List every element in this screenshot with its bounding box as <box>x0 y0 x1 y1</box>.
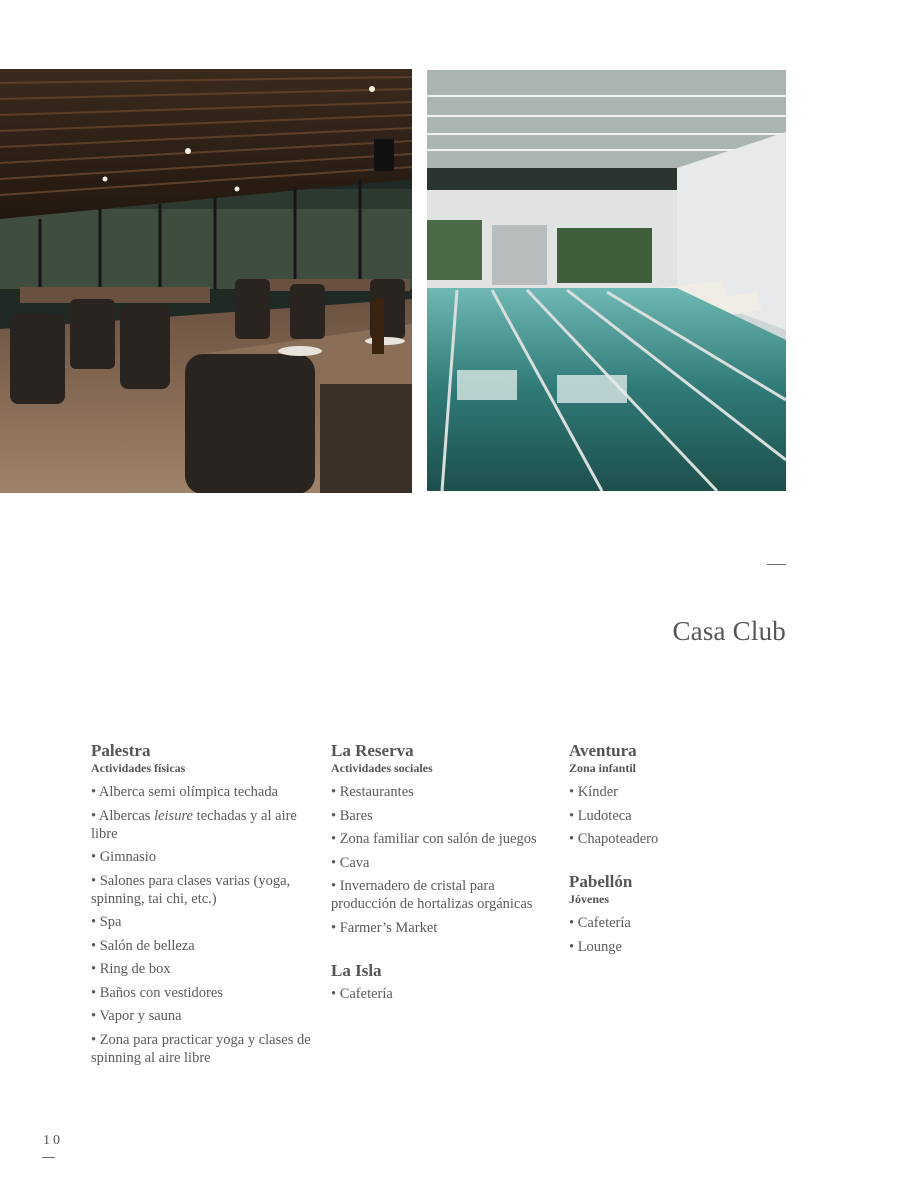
restaurant-photo <box>0 69 412 493</box>
list-item: • Baños con vestidores <box>91 984 223 1001</box>
section-title: La Reserva <box>331 741 414 760</box>
page-number-rule <box>42 1157 55 1158</box>
section-title: Pabellón <box>569 872 633 891</box>
section-subtitle: Actividades físicas <box>91 761 186 775</box>
list-item: • Cafetería <box>331 985 393 1002</box>
page-title: Casa Club <box>672 616 786 646</box>
list-item: • Invernadero de cristal para producción de hortalizas orgánicas <box>331 878 533 912</box>
list-item: • Ring de box <box>91 961 171 977</box>
section-la-isla <box>331 961 559 1003</box>
list-item: • Lounge <box>569 938 622 955</box>
list-item: • Restaurantes <box>331 784 414 800</box>
column-palestra <box>91 741 316 1072</box>
list-item: • Salones para clases varias (yoga, spinning, tai chi, etc.) <box>91 872 291 907</box>
column-la-reserva <box>331 741 559 1008</box>
list-item: • Cava <box>331 854 370 871</box>
list-item: • Gimnasio <box>91 849 157 865</box>
amenity-list <box>331 985 559 1003</box>
amenity-list <box>331 783 559 937</box>
title-rule <box>767 564 786 565</box>
list-item: • Alberca semi olímpica techada <box>91 784 279 800</box>
list-item: • Vapor y sauna <box>91 1008 182 1024</box>
amenity-list <box>569 914 769 956</box>
list-item: • Spa <box>91 914 122 930</box>
section-palestra <box>91 741 316 1067</box>
list-item: • Salón de belleza <box>91 937 195 954</box>
section-pabellon <box>569 872 769 956</box>
list-item: • Zona familiar con salón de juegos <box>331 831 537 847</box>
section-title: Palestra <box>91 741 151 760</box>
section-aventura <box>569 741 769 848</box>
section-subtitle: Zona infantil <box>569 761 637 775</box>
list-item: • Farmer’s Market <box>331 919 438 936</box>
list-item: • Cafetería <box>569 915 631 931</box>
list-item: • Bares <box>331 807 373 824</box>
page-number: 10 <box>43 1133 63 1148</box>
list-item: • Ludoteca <box>569 807 632 824</box>
section-subtitle: Actividades sociales <box>331 761 433 775</box>
column-aventura <box>569 741 769 961</box>
list-item: • Albercas leisure techadas y al aire libre <box>91 807 297 842</box>
section-subtitle: Jóvenes <box>569 892 609 906</box>
list-item: • Kínder <box>569 784 618 800</box>
list-item: • Chapoteadero <box>569 831 659 847</box>
indoor-pool-photo <box>427 70 786 491</box>
section-la-reserva <box>331 741 559 937</box>
section-title: La Isla <box>331 960 382 980</box>
list-item: • Zona para practicar yoga y clases de spinning al aire libre <box>91 1031 311 1066</box>
amenity-list <box>91 783 316 1067</box>
amenity-list <box>569 783 769 848</box>
section-title: Aventura <box>569 741 637 760</box>
